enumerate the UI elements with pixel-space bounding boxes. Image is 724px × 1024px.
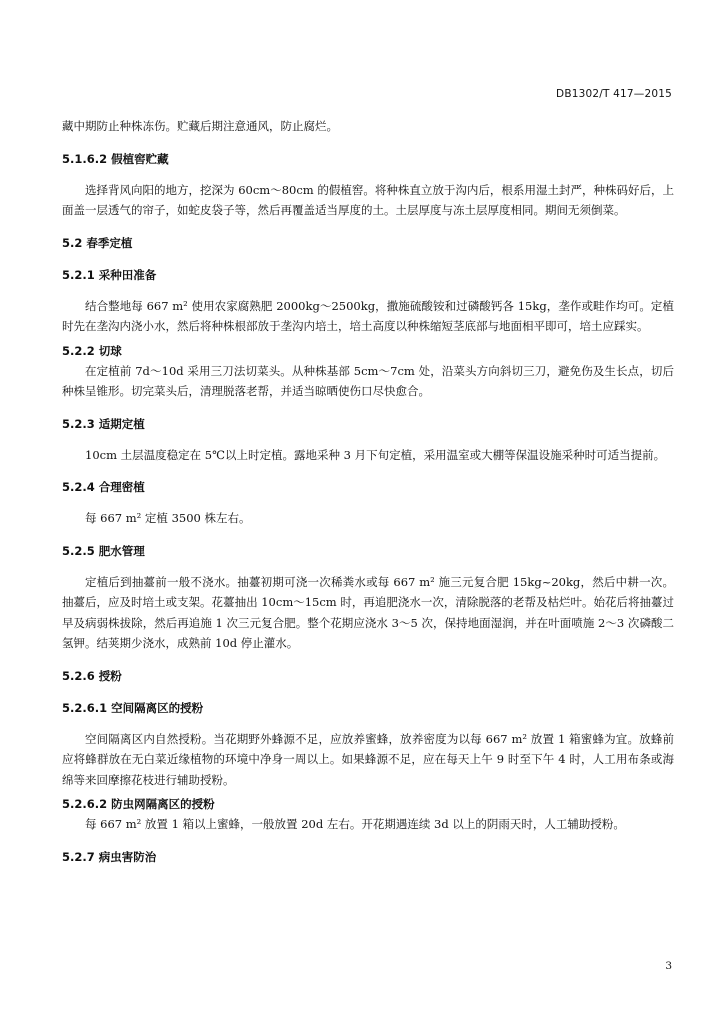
heading-5-2-6-2: 5.2.6.2 防虫网隔离区的授粉 (62, 797, 215, 811)
heading-5-1-6-2: 5.1.6.2 假植窖贮藏 (62, 151, 169, 166)
paragraph-fertilizer-water: 定植后到抽薹前一般不浇水。抽薹初期可浇一次稀粪水或每 667 m² 施三元复合肥 15kg~20kg，然后中耕一次。抽薹后，应及时培土或支架。花薹抽出 10cm～15cm 时，再追肥浇水一次，清除脱落的老帮及枯烂叶。始花后将抽薹过早及病弱株拔除，然后再追施 1 次三元复合肥。整个花期应浇水 3～5 次，保持地面湿润，并在叶面喷施 2～3 次磷酸二氢钾。结荚期少浇水，成熟前 10d 停止灌水。 (62, 574, 674, 650)
paragraph-spatial-isolation-pollination: 空间隔离区内自然授粉。当花期野外蜂源不足，应放养蜜蜂，放养密度为以每 667 m² 放置 1 箱蜜蜂为宜。放蜂前应将蜂群放在无白菜近缘植物的环境中净身一周以上。如果蜂源不足，应在每天上午 9 时至下午 4 时，人工用布条或海绵等来回摩擦花枝进行辅助授粉。 (62, 731, 674, 787)
heading-5-2-6: 5.2.6 授粉 (62, 668, 122, 683)
heading-5-2-3: 5.2.3 适期定植 (62, 416, 145, 431)
heading-5-2-2: 5.2.2 切球 (62, 343, 122, 358)
heading-5-2-6-1: 5.2.6.1 空间隔离区的授粉 (62, 700, 204, 715)
heading-5-2-7: 5.2.7 病虫害防治 (62, 849, 157, 864)
page-body (62, 116, 674, 867)
page-number: 3 (665, 960, 672, 972)
paragraph-net-isolation-pollination: 每 667 m² 放置 1 箱以上蜜蜂，一般放置 20d 左右。开花期遇连续 3d 以上的阴雨天时，人工辅助授粉。 (85, 817, 625, 831)
paragraph-storage-end: 藏中期防止种株冻伤。贮藏后期注意通风，防止腐烂。 (62, 119, 338, 133)
paragraph-planting-time: 10cm 土层温度稳定在 5℃以上时定植。露地采种 3 月下旬定植，采用温室或大棚等保温设施采种时可适当提前。 (85, 447, 666, 462)
document-code: DB1302/T 417—2015 (556, 88, 672, 100)
heading-5-2-4: 5.2.4 合理密植 (62, 480, 145, 494)
paragraph-head-cutting: 在定植前 7d～10d 采用三刀法切菜头。从种株基部 5cm～7cm 处，沿菜头方向斜切三刀，避免伤及生长点，切后种株呈锥形。切完菜头后，清理脱落老帮，并适当晾晒使伤口尽快愈合。 (62, 363, 674, 398)
heading-5-2: 5.2 春季定植 (62, 235, 133, 250)
heading-5-2-1: 5.2.1 采种田准备 (62, 267, 157, 282)
paragraph-trench-storage: 选择背风向阳的地方，挖深为 60cm～80cm 的假植窖。将种株直立放于沟内后，根系用湿土封严，种株码好后，上面盖一层透气的帘子，如蛇皮袋子等，然后再覆盖适当厚度的土。土层厚度与冻土层厚度相同。期间无须倒菜。 (62, 182, 674, 217)
heading-5-2-5: 5.2.5 肥水管理 (62, 543, 145, 558)
paragraph-field-preparation: 结合整地每 667 m² 使用农家腐熟肥 2000kg～2500kg，撒施硫酸铵和过磷酸钙各 15kg，垄作或畦作均可。定植时先在垄沟内浇小水，然后将种株根部放于垄沟内培土，培土高度以种株缩短茎底部与地面相平即可，培土应踩实。 (62, 298, 674, 333)
paragraph-planting-density: 每 667 m² 定植 3500 株左右。 (85, 511, 251, 525)
